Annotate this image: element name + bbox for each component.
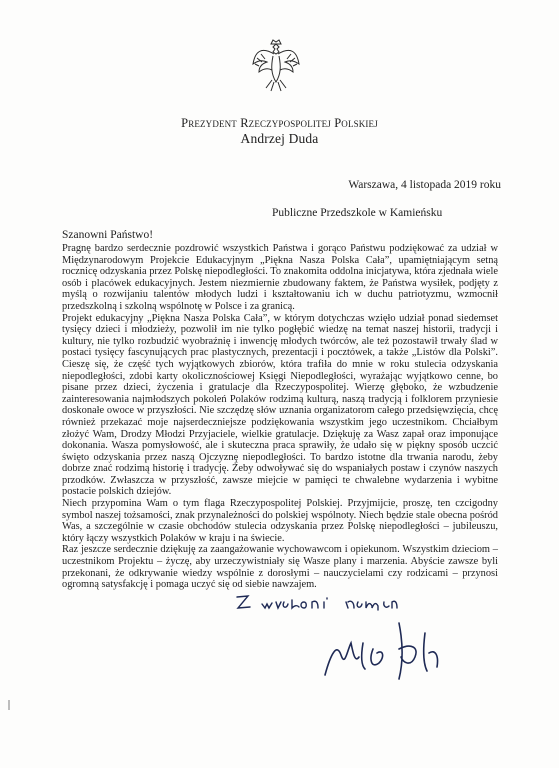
- paragraph: Raz jeszcze serdecznie dziękuję za zaangażowanie wychowawcom i opiekunom. Wszystkim dzieciom – uczestnikom Projektu – życzę, aby urzeczywistniały się Wasze plany i marzenia. Abyście zawsze byli przekonani, że odkrywanie wiedzy wspólnie z dorosłymi – nauczycielami czy rodzicami – przynosi ogromną satysfakcję i pomaga uczyć się od siebie nawzajem.: [62, 544, 498, 591]
- page-edge-mark: [8, 700, 10, 710]
- letter-salutation: Szanowni Państwo!: [62, 229, 154, 241]
- paragraph: Pragnę bardzo serdecznie pozdrowić wszystkich Państwa i gorąco Państwu podziękować za udział w Międzynarodowym Projekcie Edukacyjnym „Piękna Nasza Polska Cała”, upamiętniającym setną rocznicę odzyskania przez Polskę niepodległości. To znakomita oddolna inicjatywa, która zjednała wiele osób i placówek edukacyjnych. Jestem niezmiernie zbudowany faktem, że Państwa wysiłek, podjęty z myślą o rozwijaniu talentów młodych ludzi i kształtowaniu ich w duchu patriotyzmu, wzmocnił przedszkolną i szkolną wspólnotę w Polsce i za granicą.: [62, 243, 498, 312]
- polish-eagle-emblem-icon: [251, 38, 301, 96]
- signature-image: [315, 613, 465, 683]
- paragraph: Niech przypomina Wam o tym flaga Rzeczypospolitej Polskiej. Przyjmijcie, proszę, ten czcigodny symbol naszej tożsamości, znak przynależności do polskiej wspólnoty. Niech będzie stale obecna pośród Was, a szczególnie w czasie obchodów stulecia odzyskania przez Polskę niepodległości – jubileuszu, który łączy wszystkich Polaków w kraju i na świecie.: [62, 498, 498, 544]
- header-name: Andrzej Duda: [240, 131, 319, 146]
- letter-addressee: Publiczne Przedszkole w Kamieńsku: [272, 207, 443, 219]
- letter-body: [62, 243, 498, 591]
- handwritten-closing-note: [234, 590, 404, 614]
- letter-date: Warszawa, 4 listopada 2019 roku: [348, 179, 501, 191]
- header-title: Prezydent Rzeczypospolitej Polskiej: [181, 116, 378, 130]
- paragraph: Projekt edukacyjny „Piękna Nasza Polska Cała”, w którym dotychczas wzięło udział ponad siedemset tysięcy dzieci i młodzieży, pozwolił im nie tylko pogłębić wiedzę na temat naszej historii, tradycji i kultury, nie tylko rozbudzić wyobraźnię i inwencję młodych twórców, ale też pozostawił trwały ślad w postaci tysięcy fascynujących prac plastycznych, prezentacji i pocztówek, a także „Listów dla Polski”. Cieszę się, że część tych wyjątkowych zbiorów, która trafiła do mnie w roku stulecia odzyskania niepodległości, zdobi karty okolicznościowej Księgi Niepodległości, wyrażając wyjątkowo cenne, bo pisane przez dzieci, życzenia i gratulacje dla Rzeczypospolitej. Wierzę głęboko, że wzbudzenie zainteresowania najmłodszych pokoleń Polaków rodzimą kulturą, naszą tradycją i folklorem przyniesie doskonałe owoce w przyszłości. Nie szczędzę słów uznania organizatorom całego przedsięwzięcia, chcę również przekazać moje najserdeczniejsze podziękowania wszystkim jego uczestnikom. Chciałbym złożyć Wam, Drodzy Młodzi Przyjaciele, wielkie gratulacje. Dziękuję za Wasz zapał oraz imponujące dokonania. Wasza pomysłowość, ale i skuteczna praca sprawiły, że udało się w piękny sposób uczcić święto odzyskania przez naszą Ojczyznę niepodległości. To bardzo istotne dla trwania narodu, żeby dobrze znać rodzimą historię i tradycję. Żeby odwoływać się do wspaniałych postaw i czynów naszych przodków. Zwłaszcza w przyszłość, zawsze miejcie w pamięci te chwalebne wydarzenia i wybitne postacie polskich dziejów.: [62, 312, 498, 498]
